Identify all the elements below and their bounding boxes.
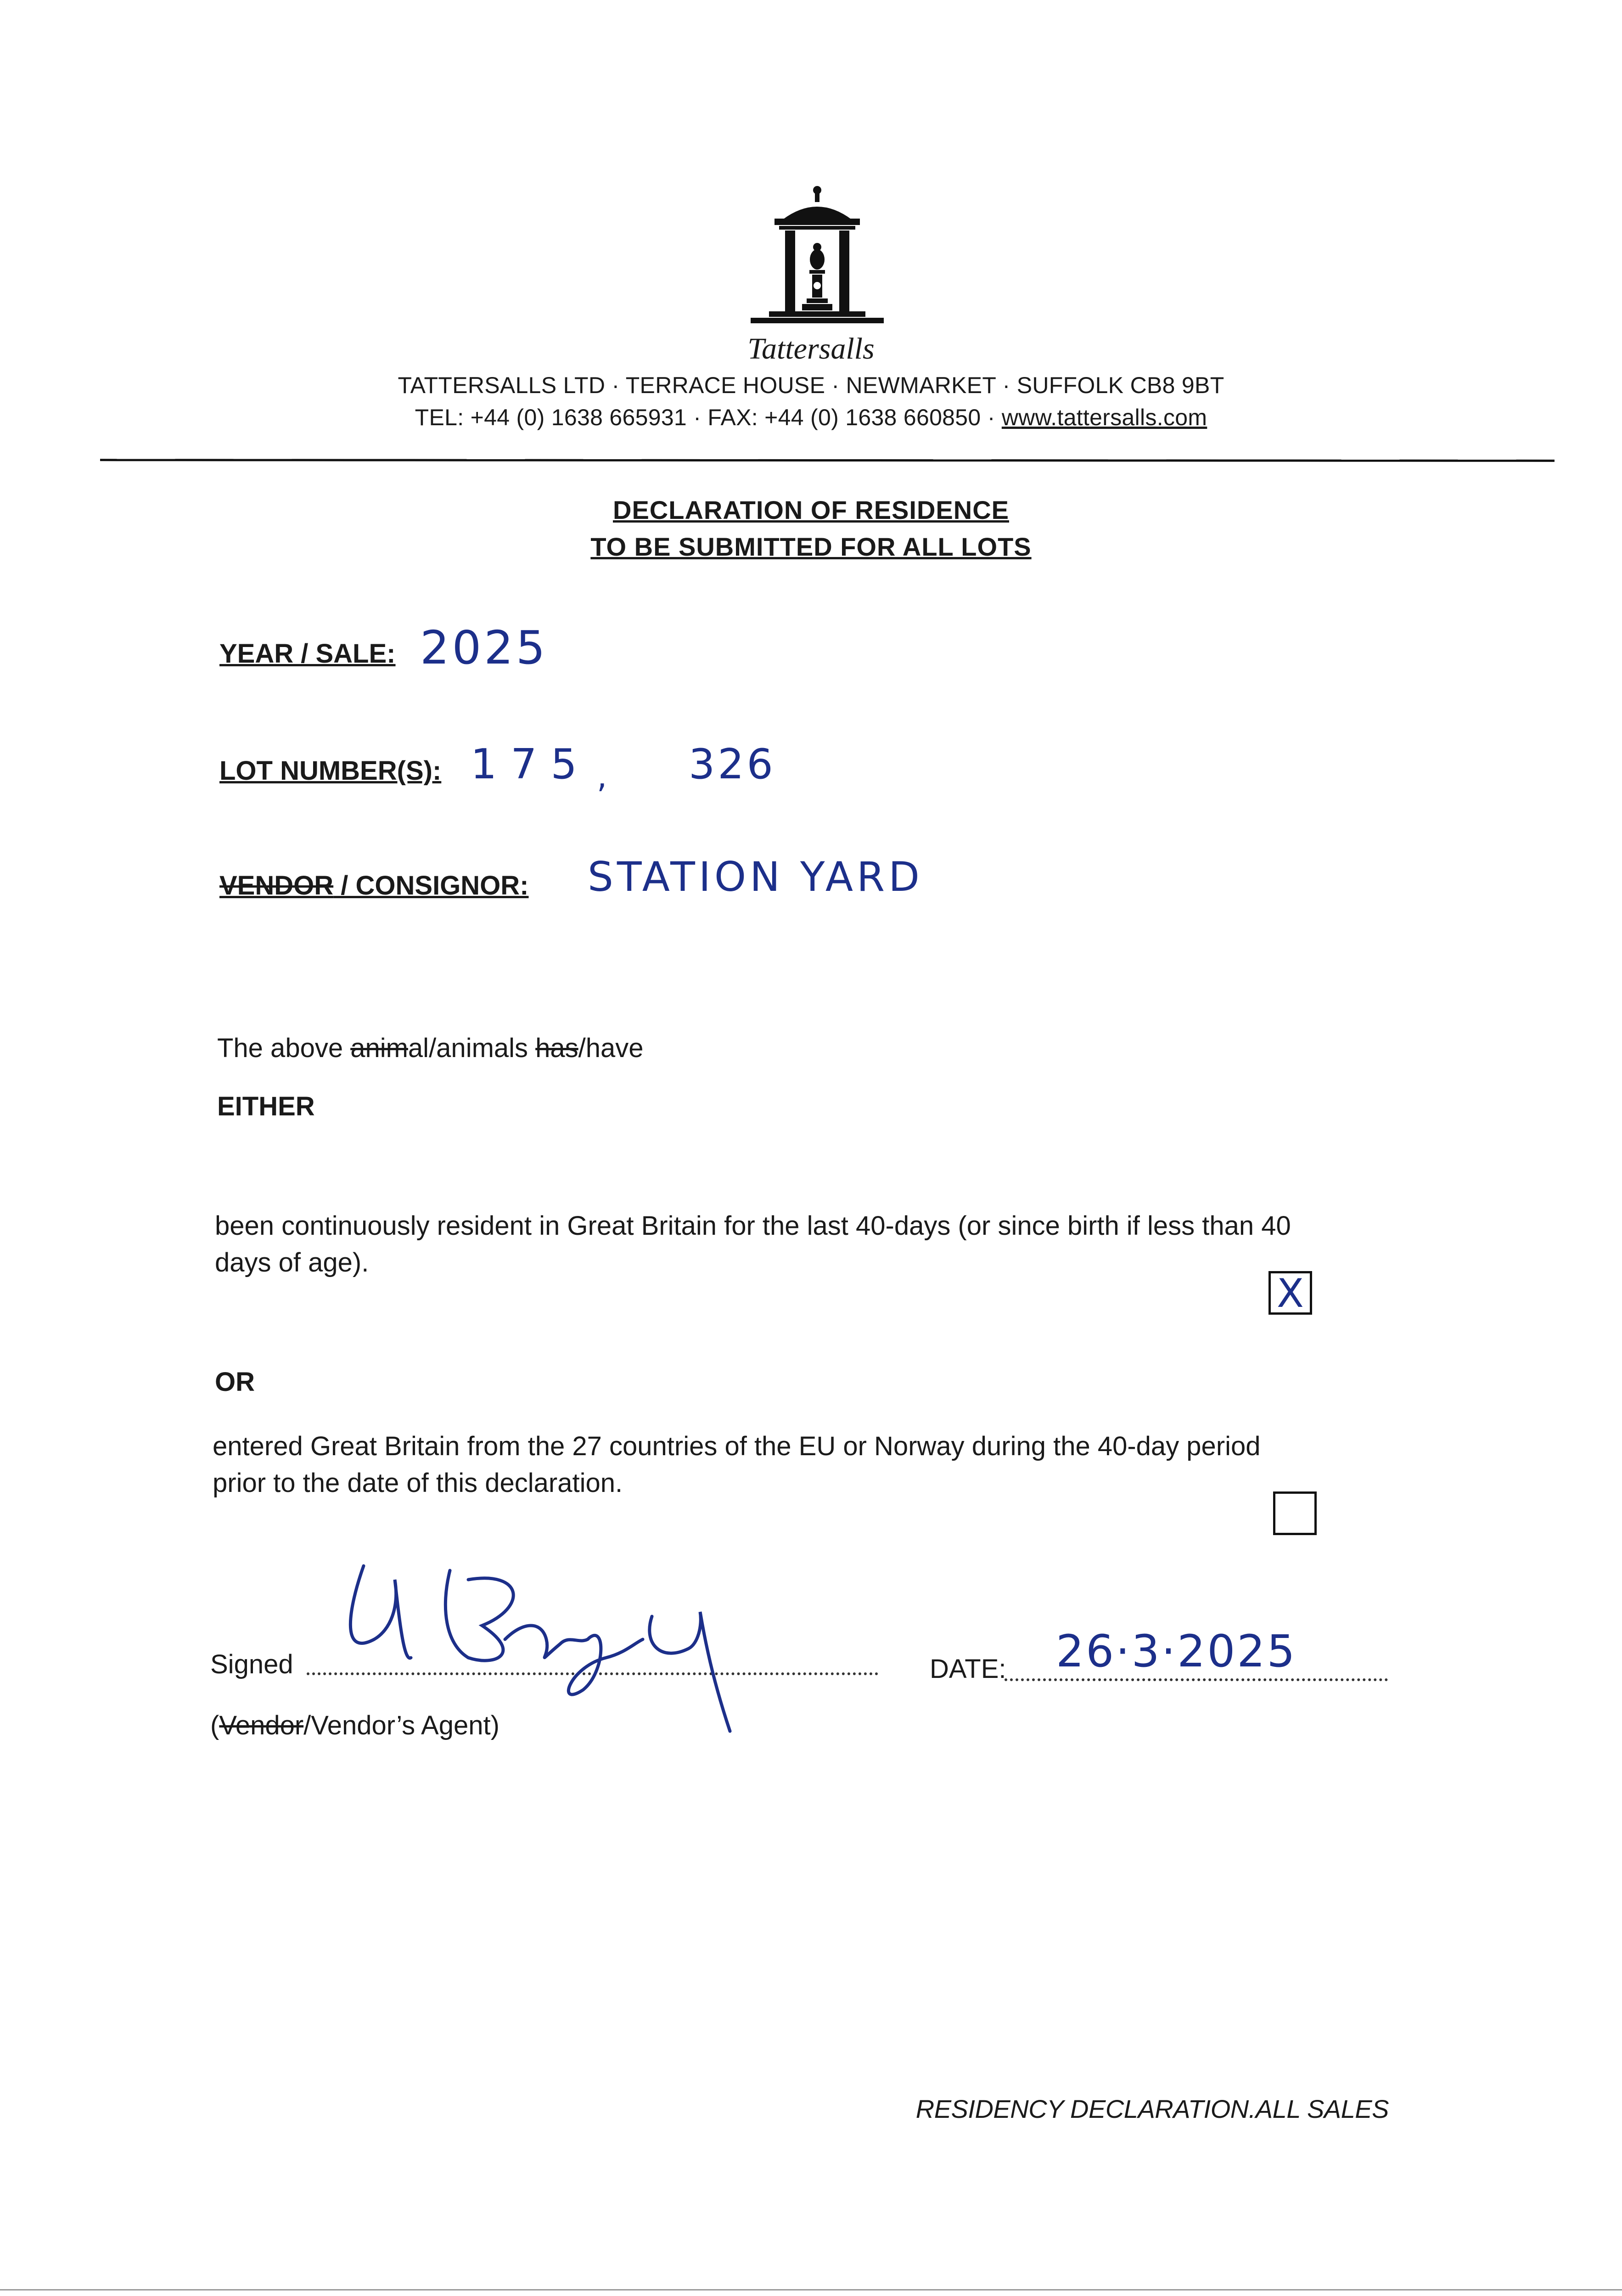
signer-role (210, 1707, 500, 1744)
company-contact (0, 404, 1622, 431)
intro-struck-has: has (535, 1033, 578, 1063)
signer-role-open: ( (210, 1711, 219, 1740)
form-reference: RESIDENCY DECLARATION.ALL SALES (915, 2094, 1389, 2123)
year-sale-label: YEAR / SALE: (219, 639, 396, 669)
form-subtitle: TO BE SUBMITTED FOR ALL LOTS (590, 532, 1032, 561)
option-2-checkbox[interactable] (1273, 1491, 1317, 1535)
declaration-intro (217, 1030, 644, 1067)
company-address: TATTERSALLS LTD · TERRACE HOUSE · NEWMARKET · SUFFOLK CB8 9BT (398, 372, 1224, 398)
date-label: DATE: (930, 1654, 1006, 1684)
or-label: OR (215, 1367, 255, 1397)
header-divider (100, 459, 1555, 462)
lot-number-1[interactable]: 175 (471, 740, 591, 788)
intro-text-1: The above (217, 1033, 351, 1063)
signer-role-rest: /Vendor’s Agent) (303, 1711, 500, 1740)
vendor-struck: VENDOR (219, 871, 334, 900)
option-1-check-mark: X (1277, 1271, 1304, 1317)
contact-phone-fax: TEL: +44 (0) 1638 665931 · FAX: +44 (0) 1638 660850 · (415, 405, 1002, 430)
lot-number-2[interactable]: 326 (689, 740, 776, 788)
date-line (1005, 1678, 1388, 1681)
tattersalls-logo (751, 184, 884, 331)
website-link[interactable]: www.tattersalls.com (1001, 405, 1207, 430)
intro-struck-animal: anim (350, 1033, 408, 1063)
intro-text-3: /have (578, 1033, 644, 1063)
bottom-edge (0, 2289, 1622, 2290)
date-value[interactable]: 26·3·2025 (1056, 1626, 1297, 1677)
option-1-checkbox[interactable] (1268, 1271, 1312, 1315)
form-title: DECLARATION OF RESIDENCE (613, 495, 1009, 524)
intro-text-2: al/animals (408, 1033, 536, 1063)
lot-number-separator: , (597, 758, 610, 795)
option-1-text-line1: been continuously resident in Great Britain for the last 40-days (or since birth if less than 40 (215, 1211, 1291, 1241)
consignor-label-text: / CONSIGNOR: (333, 871, 529, 900)
either-label: EITHER (217, 1092, 315, 1121)
year-sale-value[interactable]: 2025 (420, 621, 548, 675)
lot-numbers-label: LOT NUMBER(S): (219, 756, 442, 786)
signed-label: Signed (210, 1649, 293, 1679)
option-1-text-line2: days of age). (215, 1248, 369, 1277)
brand-name: Tattersalls (747, 332, 875, 366)
consignor-label (219, 870, 529, 901)
signer-role-struck: Vendor (219, 1711, 304, 1740)
option-2-text-line2: prior to the date of this declaration. (213, 1468, 623, 1498)
consignor-value[interactable]: STATION YARD (588, 853, 923, 900)
option-2-text-line1: entered Great Britain from the 27 countries of the EU or Norway during the 40-day period (213, 1431, 1261, 1461)
